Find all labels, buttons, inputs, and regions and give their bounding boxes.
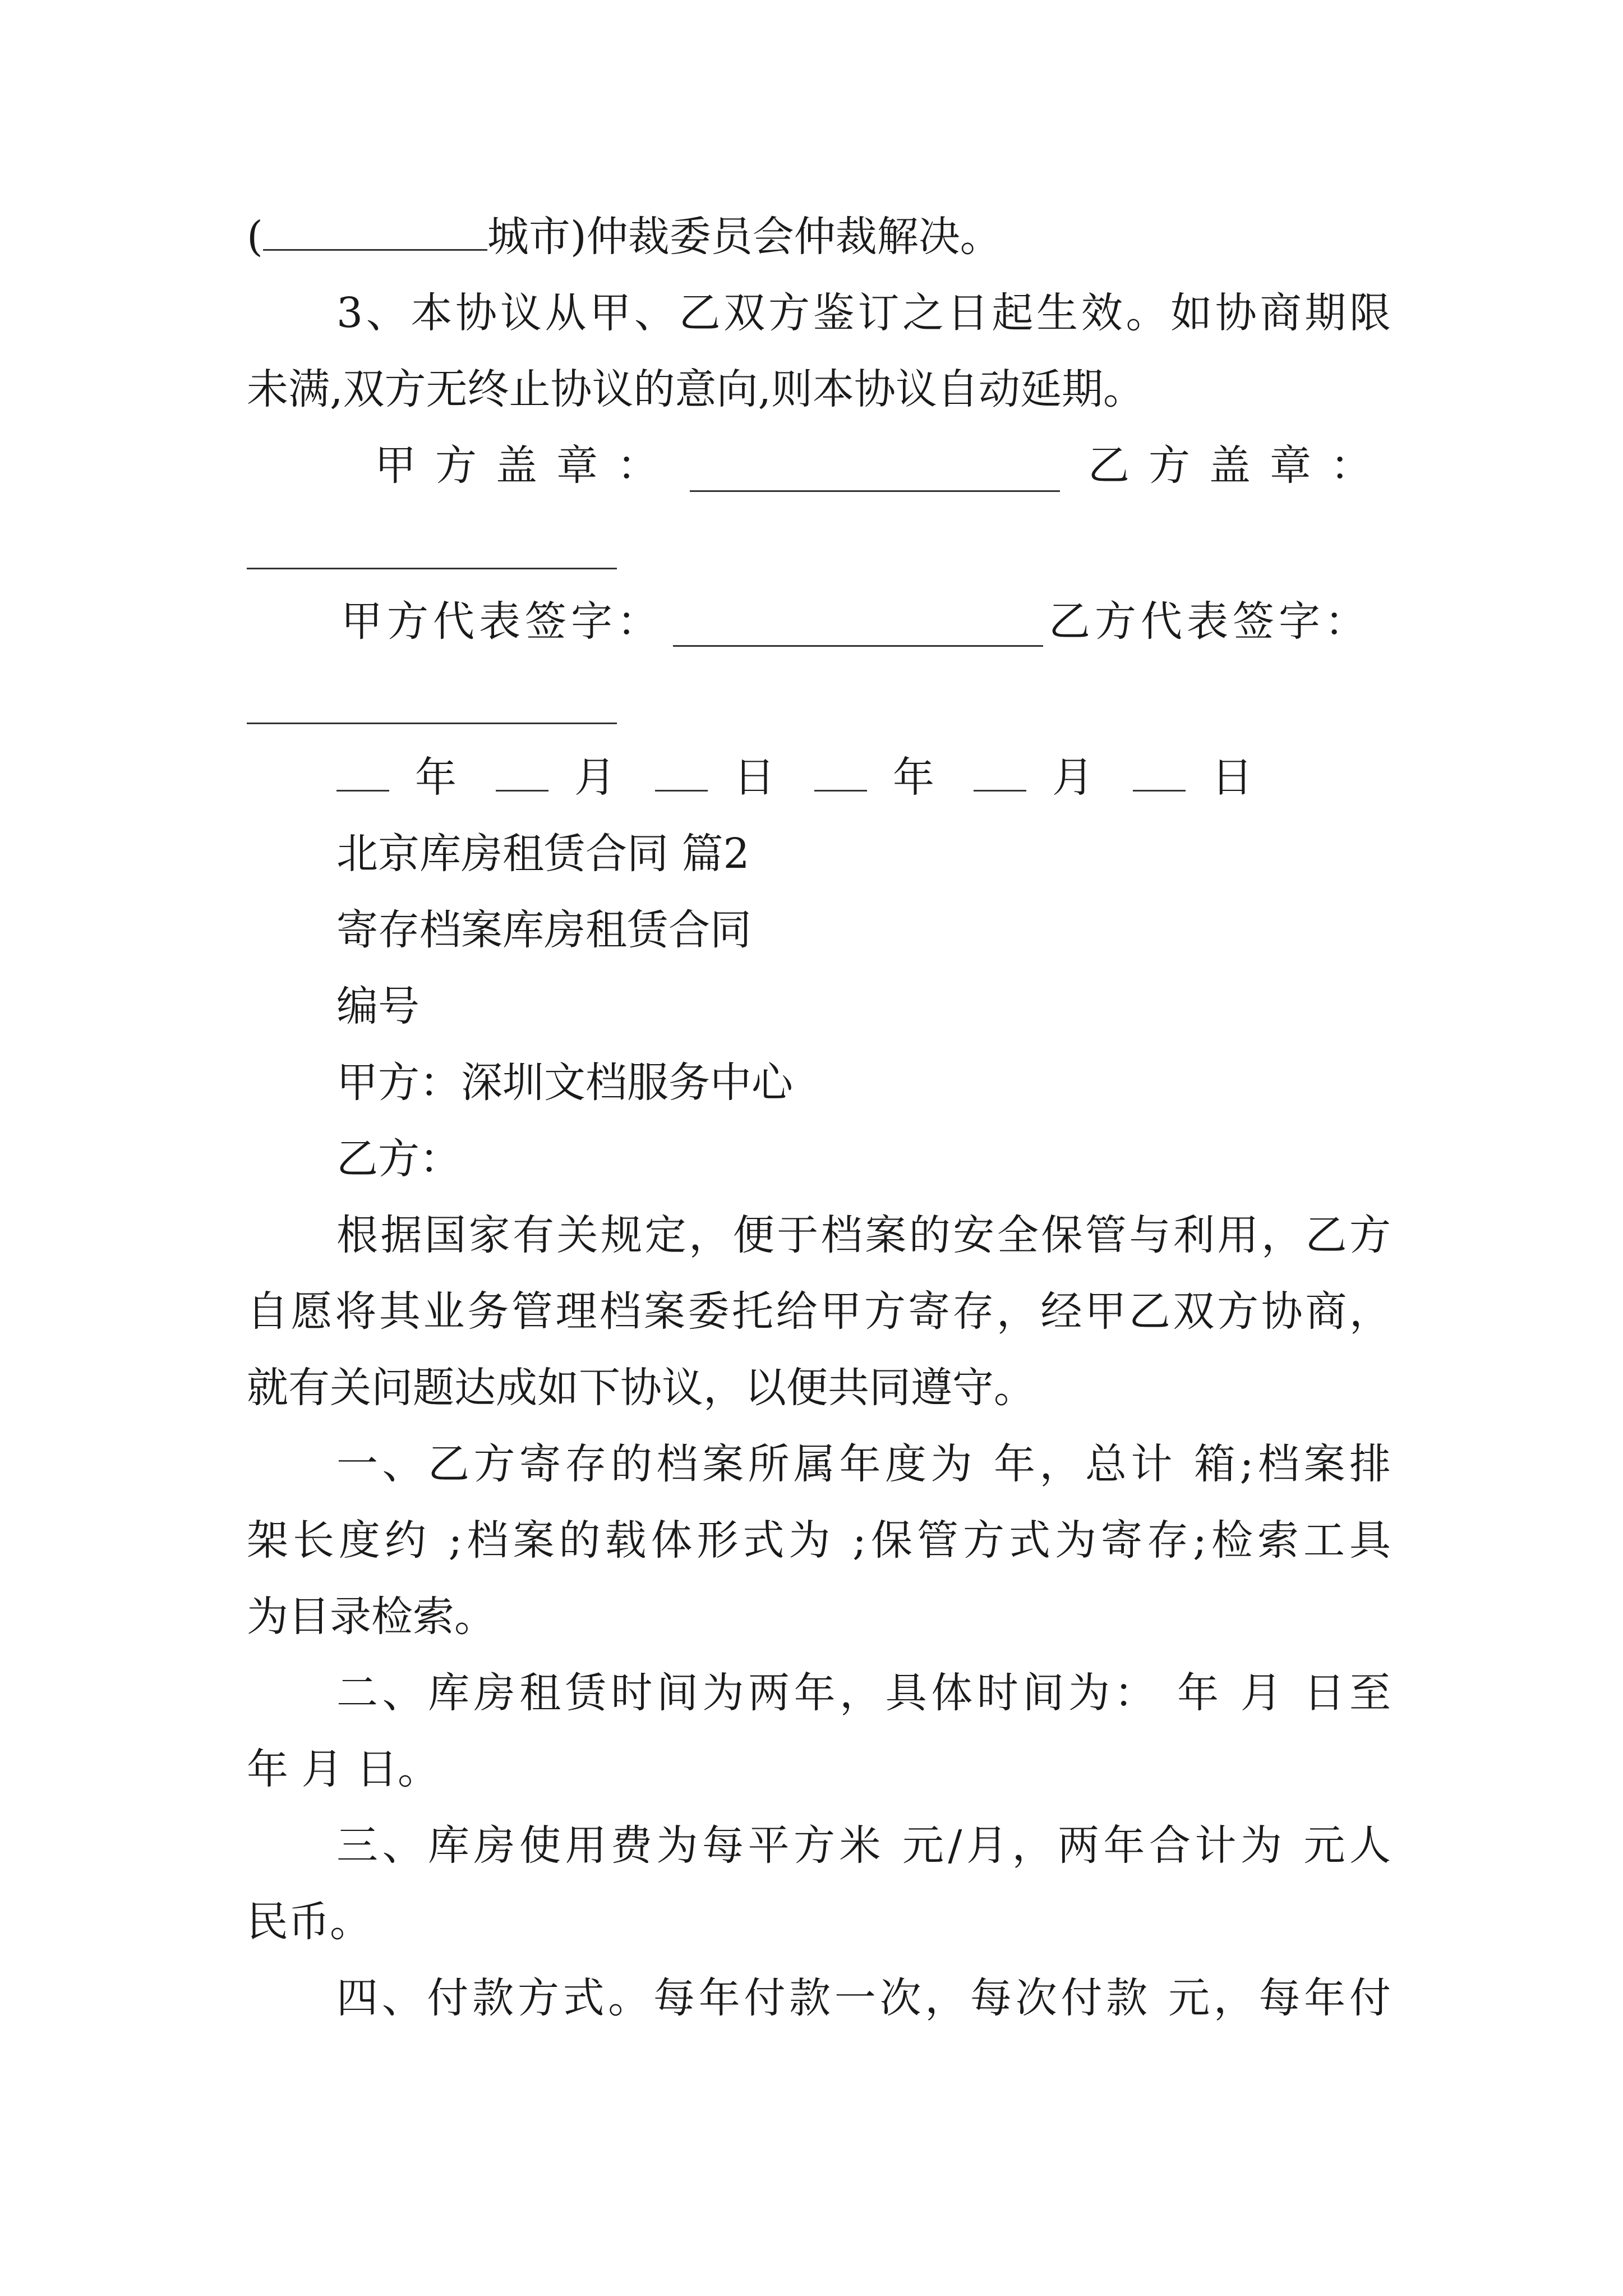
month-blank-a bbox=[496, 752, 548, 792]
party-a-seal-line bbox=[690, 490, 1060, 492]
clause3-line1: 3、本协议从甲、乙双方鉴订之日起生效。如协商期限 bbox=[336, 289, 1391, 337]
day-blank-a bbox=[655, 752, 708, 792]
clause3-line2: 未满,双方无终止协议的意向,则本协议自动延期。 bbox=[247, 365, 1145, 413]
day-label-a: 日 bbox=[734, 753, 775, 802]
day-blank-b bbox=[1133, 752, 1186, 792]
contract-title: 寄存档案库房租赁合同 bbox=[336, 906, 751, 954]
day-label-b: 日 bbox=[1211, 753, 1253, 802]
month-blank-b bbox=[974, 752, 1026, 792]
party-a-name: 甲方：深圳文档服务中心 bbox=[336, 1059, 793, 1107]
article3-line1: 三、库房使用费为每平方米 元/月，两年合计为 元人 bbox=[336, 1821, 1391, 1870]
article3-line2: 民币。 bbox=[247, 1898, 371, 1946]
intro-line1: 根据国家有关规定，便于档案的安全保管与利用，乙方 bbox=[336, 1211, 1391, 1259]
year-label-b: 年 bbox=[893, 753, 934, 802]
month-label-a: 月 bbox=[574, 753, 616, 802]
article2-line1: 二、库房租赁时间为两年，具体时间为： 年 月 日至 bbox=[336, 1669, 1391, 1717]
date-row bbox=[336, 749, 1391, 806]
year-blank-b bbox=[814, 752, 867, 792]
section2-heading: 北京库房租赁合同 篇2 bbox=[336, 830, 750, 878]
article1-line1: 一、乙方寄存的档案所属年度为 年，总计 箱;档案排 bbox=[336, 1440, 1391, 1488]
contract-number-label: 编号 bbox=[336, 982, 419, 1030]
party-b-rep-line bbox=[247, 723, 617, 724]
city-blank bbox=[263, 210, 487, 251]
party-b-seal-line bbox=[247, 568, 617, 569]
party-b-rep-label: 乙方代表签字： bbox=[1049, 597, 1371, 646]
clause-prefix: ( bbox=[247, 213, 263, 261]
intro-line3: 就有关问题达成如下协议，以便共同遵守。 bbox=[247, 1364, 1035, 1412]
article4-line1: 四、付款方式。每年付款一次，每次付款 元，每年付 bbox=[336, 1974, 1391, 2022]
party-b-name: 乙方： bbox=[336, 1135, 461, 1183]
intro-line2: 自愿将其业务管理档案委托给甲方寄存，经甲乙双方协商， bbox=[247, 1287, 1391, 1336]
year-label-a: 年 bbox=[415, 753, 457, 802]
party-b-seal-label: 乙方盖章： bbox=[1088, 441, 1391, 490]
clause-arbitration-end bbox=[247, 209, 1391, 265]
party-a-rep-line bbox=[673, 645, 1043, 647]
party-a-seal-label: 甲方盖章： bbox=[375, 441, 677, 490]
year-blank-a bbox=[336, 752, 389, 792]
month-label-b: 月 bbox=[1052, 753, 1094, 802]
article1-line3: 为目录检索。 bbox=[247, 1593, 496, 1641]
article1-line2: 架长度约 ;档案的载体形式为 ;保管方式为寄存;检索工具 bbox=[247, 1516, 1391, 1565]
party-a-rep-label: 甲方代表签字： bbox=[341, 597, 663, 646]
article2-line2: 年 月 日。 bbox=[247, 1745, 440, 1793]
clause-suffix: 城市)仲裁委员会仲裁解决。 bbox=[487, 213, 1002, 261]
